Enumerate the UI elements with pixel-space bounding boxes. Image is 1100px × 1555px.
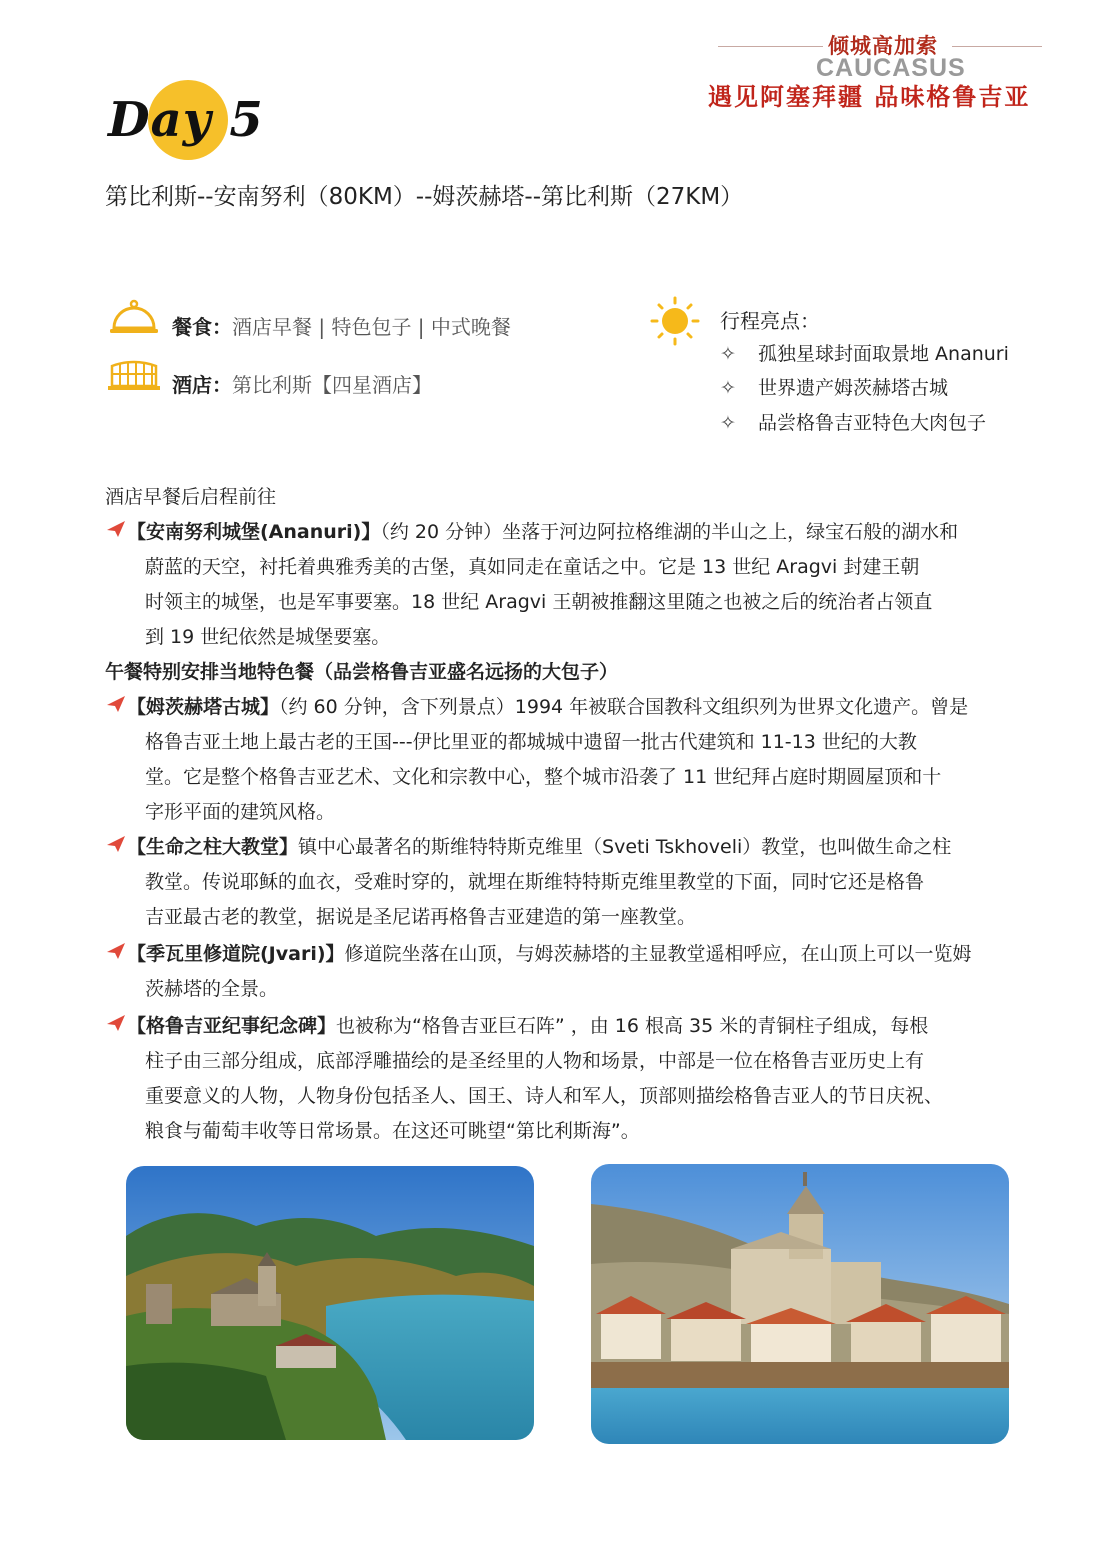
section-chronicle: 【格鲁吉亚纪事纪念碑】也被称为“格鲁吉亚巨石阵” ，由 16 根高 35 米的青铜柱子组成，每根 柱子由三部分组成，底部浮雕描绘的是圣经里的人物和场景，中部是一位在格鲁吉亚历史上有 重要意义的人物，人物身份包括圣人、国王、诗人和军人，顶部则描绘格鲁吉亚人的节日庆祝、 粮食与葡萄丰收等日常场景。在这还可眺望“第比利斯海”。: [105, 1009, 990, 1149]
section-svetitskhoveli: 【生命之柱大教堂】镇中心最著名的斯维特特斯克维里（Sveti Tskhoveli）教堂，也叫做生命之柱 教堂。传说耶稣的血衣，受难时穿的，就埋在斯维特特斯克维里教堂的下面，同时它还是格鲁 吉亚最古老的教堂，据说是圣尼诺再格鲁吉亚建造的第一座教堂。: [105, 830, 990, 935]
paper-plane-icon: [105, 695, 127, 713]
hotel-row: [172, 369, 432, 398]
sparkle-icon: ✧: [720, 343, 736, 365]
highlights-title: 行程亮点：: [720, 309, 820, 333]
photo-mtskheta: [591, 1164, 1009, 1444]
meal-label: 餐食：: [172, 315, 232, 339]
brand-divider-left: [718, 46, 823, 47]
section-jvari: 【季瓦里修道院(Jvari)】修道院坐落在山顶，与姆茨赫塔的主显教堂遥相呼应，在山顶上可以一览姆 茨赫塔的全景。: [105, 937, 990, 1007]
paper-plane-icon: [105, 835, 127, 853]
colosseum-icon: [108, 356, 160, 392]
paper-plane-icon: [105, 942, 127, 960]
brand-title: 倾城高加索: [828, 34, 938, 58]
sparkle-icon: ✧: [720, 377, 736, 399]
hotel-label: 酒店：: [172, 373, 232, 397]
brand-divider-right: [952, 46, 1042, 47]
section-mtskheta: 【姆茨赫塔古城】（约 60 分钟，含下列景点）1994 年被联合国教科文组织列为世界文化遗产。曾是 格鲁吉亚土地上最古老的王国---伊比里亚的都城城中遗留一批古代建筑和 11-13 世纪的大教 堂。它是整个格鲁吉亚艺术、文化和宗教中心，整个城市沿袭了 11 世纪拜占庭时期圆屋顶和十 字形平面的建筑风格。: [105, 690, 990, 830]
meal-row: [172, 311, 511, 340]
sparkle-icon: ✧: [720, 412, 736, 434]
section-title: 【姆茨赫塔古城】: [127, 696, 280, 718]
paper-plane-icon: [105, 1014, 127, 1032]
cloche-icon: [108, 298, 160, 338]
section-title: 【季瓦里修道院(Jvari)】: [127, 943, 345, 965]
section-title: 【格鲁吉亚纪事纪念碑】: [127, 1015, 337, 1037]
sun-icon: [650, 296, 700, 346]
paper-plane-icon: [105, 520, 127, 538]
route-title: 第比利斯--安南努利（80KM）--姆茨赫塔--第比利斯（27KM）: [105, 184, 744, 210]
day-label: Day 5: [108, 92, 264, 148]
intro-text: 酒店早餐后启程前往: [105, 486, 277, 508]
highlight-item: ✧ 孤独星球封面取景地 Ananuri: [720, 343, 1009, 365]
brand-slogan: 遇见阿塞拜疆 品味格鲁吉亚: [708, 83, 1031, 111]
photo-ananuri: [126, 1166, 534, 1440]
highlight-item: ✧ 世界遗产姆茨赫塔古城: [720, 377, 949, 399]
meal-value: 酒店早餐 | 特色包子 | 中式晚餐: [232, 315, 511, 339]
brand-subtitle: CAUCASUS: [816, 54, 966, 82]
section-ananuri: 【安南努利城堡(Ananuri)】（约 20 分钟）坐落于河边阿拉格维湖的半山之上，绿宝石般的湖水和 蔚蓝的天空，衬托着典雅秀美的古堡，真如同走在童话之中。它是 13 世纪 Aragvi 封建王朝 时领主的城堡，也是军事要塞。18 世纪 Aragvi 王朝被推翻这里随之也被之后的统治者占领直 到 19 世纪依然是城堡要塞。: [105, 515, 990, 655]
section-title: 【生命之柱大教堂】: [127, 836, 299, 858]
lunch-note: 午餐特别安排当地特色餐（品尝格鲁吉亚盛名远扬的大包子）: [105, 661, 619, 683]
hotel-value: 第比利斯【四星酒店】: [232, 373, 432, 397]
section-title: 【安南努利城堡(Ananuri)】: [127, 521, 381, 543]
highlight-item: ✧ 品尝格鲁吉亚特色大肉包子: [720, 412, 987, 434]
